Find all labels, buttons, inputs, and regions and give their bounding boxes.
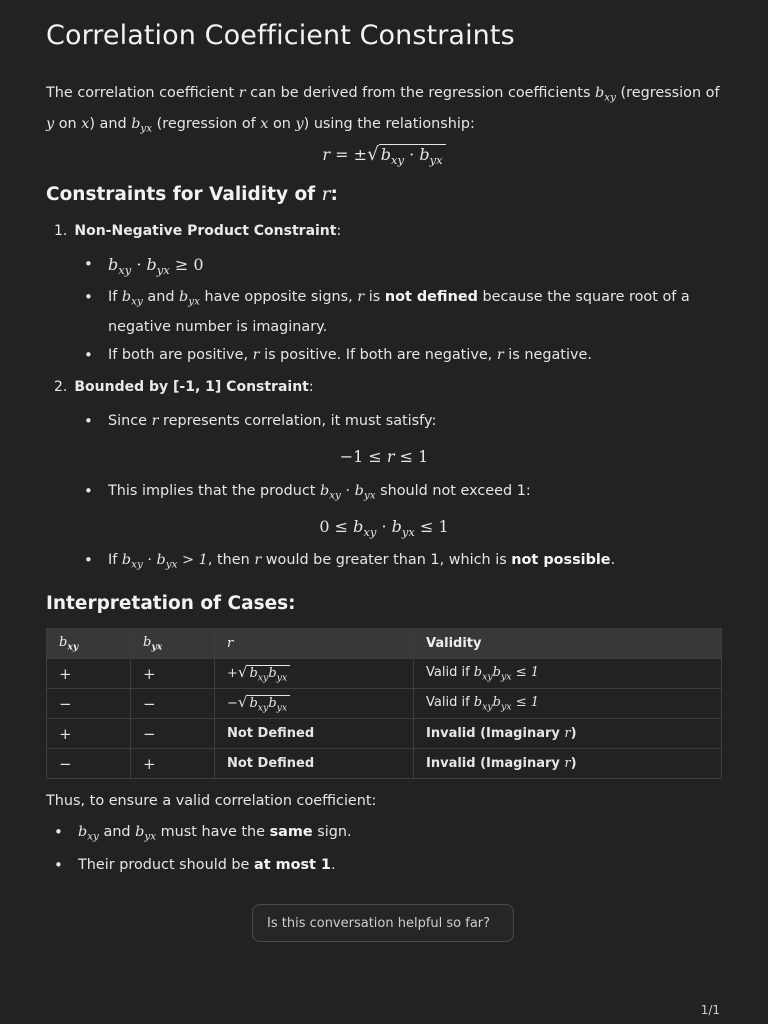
bullet-same-sign: • $b_{xy}$ and $b_{yx}$ must have the same sign. <box>78 820 678 850</box>
section-heading-cases: Interpretation of Cases: <box>46 593 296 614</box>
intro-paragraph <box>46 80 726 141</box>
intro-text: ) and <box>89 115 132 132</box>
intro-text: can be derived from the regression coefficients <box>245 85 596 101</box>
cell-r: −√ $b_{xy}b_{yx}$ <box>215 689 414 719</box>
bullet-sign-rule: • If both are positive, r is positive. If both are negative, r is negative. <box>108 343 708 368</box>
math-sub: xy <box>604 91 616 104</box>
cell-bxy-sign: − <box>47 749 131 779</box>
formula-lhs: r = ± <box>322 145 368 164</box>
bullet-correlation-satisfy: • Since r represents correlation, it must satisfy: <box>108 409 708 434</box>
cases-table <box>46 628 722 779</box>
intro-text: ) using the relationship: <box>303 115 475 132</box>
header-bxy: $b_{xy}$ <box>47 629 131 659</box>
math-x: x <box>260 115 269 132</box>
cell-byx-sign: + <box>131 749 215 779</box>
section-heading-constraints: Constraints for Validity of r: <box>46 184 338 205</box>
math-y: y <box>295 115 304 132</box>
list-item-2-title: 2. Bounded by [-1, 1] Constraint: <box>54 379 314 395</box>
math-r: r <box>238 85 246 101</box>
math-y: y <box>46 115 55 132</box>
math-b: b <box>595 85 605 101</box>
cell-validity: Invalid (Imaginary r) <box>414 719 722 749</box>
formula-product-bounds: $0 \le b_{xy} \cdot b_{yx} \le 1$ <box>319 517 449 540</box>
cell-r: +√ $b_{xy}b_{yx}$ <box>215 659 414 689</box>
table-header-row <box>47 629 722 659</box>
header-validity: Validity <box>414 629 722 659</box>
cell-r: Not Defined <box>215 719 414 749</box>
intro-text: (regression of <box>615 85 720 101</box>
formula-main <box>0 144 768 167</box>
math-sub: yx <box>140 122 153 135</box>
bullet-product-limit: • This implies that the product $b_{xy} \cdot b_{yx}$ should not exceed 1: <box>108 479 708 509</box>
conclusion-lead: Thus, to ensure a valid correlation coefficient: <box>46 793 377 809</box>
math-x: x <box>81 115 90 132</box>
intro-text: on <box>268 115 296 132</box>
header-r: r <box>215 629 414 659</box>
bullet-exceed-one: • If $b_{xy} \cdot b_{yx} > 1$, then r would be greater than 1, which is not possible. <box>108 548 708 578</box>
intro-text: (regression of <box>152 115 261 132</box>
cell-bxy-sign: + <box>47 719 131 749</box>
header-byx: $b_{yx}$ <box>131 629 215 659</box>
formula-r-bounds: −1 ≤ r ≤ 1 <box>339 447 429 466</box>
bullet-opposite-signs: • If $b_{xy}$ and $b_{yx}$ have opposite signs, r is not defined because the square root of a negative number is imaginary. <box>108 285 708 340</box>
cell-byx-sign: − <box>131 689 215 719</box>
page-indicator: 1/1 <box>700 1003 720 1017</box>
cell-bxy-sign: − <box>47 689 131 719</box>
cell-byx-sign: − <box>131 719 215 749</box>
bullet-product-nonneg: • $b_{xy} \cdot b_{yx} \ge 0$ <box>108 252 708 283</box>
intro-text: on <box>54 115 82 132</box>
table-row <box>47 659 722 689</box>
cell-validity: Invalid (Imaginary r) <box>414 749 722 779</box>
bullet-at-most-one: • Their product should be at most 1. <box>78 853 678 878</box>
cell-bxy-sign: + <box>47 659 131 689</box>
table-row <box>47 689 722 719</box>
cell-r: Not Defined <box>215 749 414 779</box>
cell-validity: Valid if $b_{xy}b_{yx} \le 1$ <box>414 689 722 719</box>
feedback-prompt-button[interactable]: Is this conversation helpful so far? <box>252 904 514 942</box>
table-row <box>47 749 722 779</box>
cell-validity: Valid if $b_{xy}b_{yx} \le 1$ <box>414 659 722 689</box>
page-title: Correlation Coefficient Constraints <box>46 20 515 51</box>
intro-text: The correlation coefficient <box>46 85 239 101</box>
list-item-1-title: 1. Non-Negative Product Constraint: <box>54 223 342 239</box>
table-row <box>47 719 722 749</box>
math-b: b <box>131 115 141 132</box>
cell-byx-sign: + <box>131 659 215 689</box>
sqrt: √ $b_{xy} \cdot b_{yx}$ <box>367 144 446 167</box>
